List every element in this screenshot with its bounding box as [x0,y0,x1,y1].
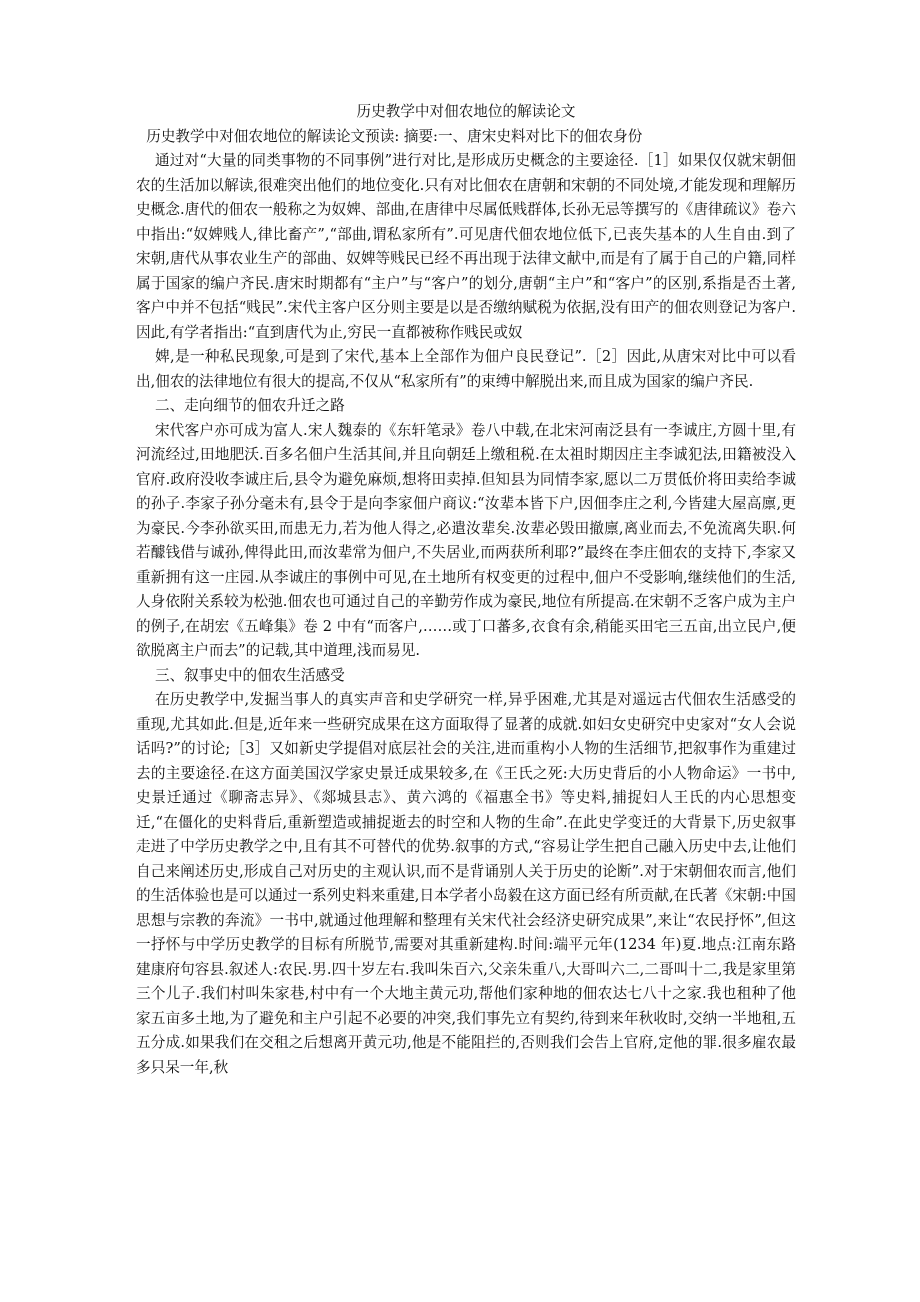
section-heading-2: 二、走向细节的佃农升迁之路 [154,397,345,414]
document-page [136,100,796,1080]
document-title: 历史教学中对佃农地位的解读论文 [356,103,576,120]
section-heading-3: 三、叙事史中的佃农生活感受 [154,666,345,684]
body-paragraph-4: 在历史教学中,发掘当事人的真实声音和史学研究一样,异乎困难,尤其是对遥远古代佃农生活感受的重现,尤其如此.但是,近年来一些研究成果在这方面取得了显著的成就.如妇女史研究中史家对“女人会说话吗?”的讨论;［3］又如新史学提倡对底层社会的关注,进而重构小人物的生活细节,把叙事作为重建过去的主要途径.在这方面美国汉学家史景迁成果较多,在《王氏之死:大历史背后的小人物命运》一书中,史景迁通过《聊斋志异》、《郯城县志》、黄六鸿的《福惠全书》等史料,捕捉妇人王氏的内心思想变迁,“在僵化的史料背后,重新塑造或捕捉逝去的时空和人物的生命”.在此史学变迁的大背景下,历史叙事走进了中学历史教学之中,且有其不可替代的优势.叙事的方式,“容易让学生把自己融入历史中去,让他们自己来阐述历史,形成自己对历史的主观认识,而不是背诵别人关于历史的论断”.对于宋朝佃农而言,他们的生活体验也是可以通过一系列史料来重建,日本学者小岛毅在这方面已经有所贡献,在氏著《宋朝:中国思想与宗教的奔流》一书中,就通过他理解和整理有关宋代社会经济史研究成果”,来让“农民抒怀”,但这一抒怀与中学历史教学的目标有所脱节,需要对其重新建构.时间:端平元年(1234 年)夏.地点:江南东路建康府句容县.叙述人:农民.男.四十岁左右.我叫朱百六,父亲朱重八,大哥叫六二,二哥叫十二,我是家里第三个儿子.我们村叫朱家巷,村中有一个大地主黄元功,帮他们家种地的佃农达七八十之家.我也租种了他家五亩多土地,为了避免和主户引起不必要的冲突,我们事先立有契约,待到来年秋收时,交纳一半地租,五五分成.如果我们在交租之后想离开黄元功,他是不能阻拦的,否则我们会告上官府,定他的罪.很多雇农最多只呆一年,秋 [136,691,796,1076]
body-paragraph-3: 宋代客户亦可成为富人.宋人魏泰的《东轩笔录》卷八中载,在北宋河南泛县有一李诚庄,方圆十里,有河流经过,田地肥沃.百多名佃户生活其间,并且向朝廷上缴租税.在太祖时期因庄主李诚犯法,田籍被没入官府.政府没收李诚庄后,县令为避免麻烦,想将田卖掉.但知县为同情李家,愿以二万贯低价将田卖给李诚的孙子.李家子孙分毫未有,县令于是向李家佃户商议:“汝辈本皆下户,因佃李庄之利,今皆建大屋高廪,更为豪民.今李孙欲买田,而患无力,若为他人得之,必遣汝辈矣.汝辈必毁田撤廪,离业而去,不免流离失职.何若醵钱借与诚孙,俾得此田,而汝辈常为佃户,不失居业,而两获所利耶?”最终在李庄佃农的支持下,李家又重新拥有这一庄园.从李诚庄的事例中可见,在土地所有权变更的过程中,佃户不受影响,继续他们的生活,人身依附关系较为松弛.佃农也可通过自己的辛勤劳作成为豪民,地位有所提高.在宋朝不乏客户成为主户的例子,在胡宏《五峰集》卷 2 中有“而客户,……或丁口蕃多,衣食有余,稍能买田宅三五亩,出立民户,便欲脱离主户而去”的记载,其中道理,浅而易见. [136,421,796,659]
body-paragraph-2: 婢,是一种私民现象,可是到了宋代,基本上全部作为佃户良民登记”.［2］因此,从唐宋对比中可以看出,佃农的法律地位有很大的提高,不仅从“私家所有”的束缚中解脱出来,而且成为国家的编户齐民. [136,348,796,390]
lead-paragraph: 历史教学中对佃农地位的解读论文预读: 摘要:一、唐宋史料对比下的佃农身份 [146,127,643,145]
body-paragraph-1: 通过对“大量的同类事物的不同事例”进行对比,是形成历史概念的主要途径.［1］如果仅仅就宋朝佃农的生活加以解读,很难突出他们的地位变化.只有对比佃农在唐朝和宋朝的不同处境,才能发现和理解历史概念.唐代的佃农一般称之为奴婢、部曲,在唐律中尽属低贱群体,长孙无忌等撰写的《唐律疏议》卷六中指出:“奴婢贱人,律比畜产”,“部曲,谓私家所有”.可见唐代佃农地位低下,已丧失基本的人生自由.到了宋朝,唐代从事农业生产的部曲、奴婢等贱民已经不再出现于法律文献中,而是有了属于自己的户籍,同样属于国家的编户齐民.唐宋时期都有“主户”与“客户”的划分,唐朝“主户”和“客户”的区别,系指是否土著,客户中并不包括“贱民”.宋代主客户区分则主要是以是否缴纳赋税为依据,没有田产的佃农则登记为客户.因此,有学者指出:“直到唐代为止,穷民一直都被称作贱民或奴 [136,152,796,341]
